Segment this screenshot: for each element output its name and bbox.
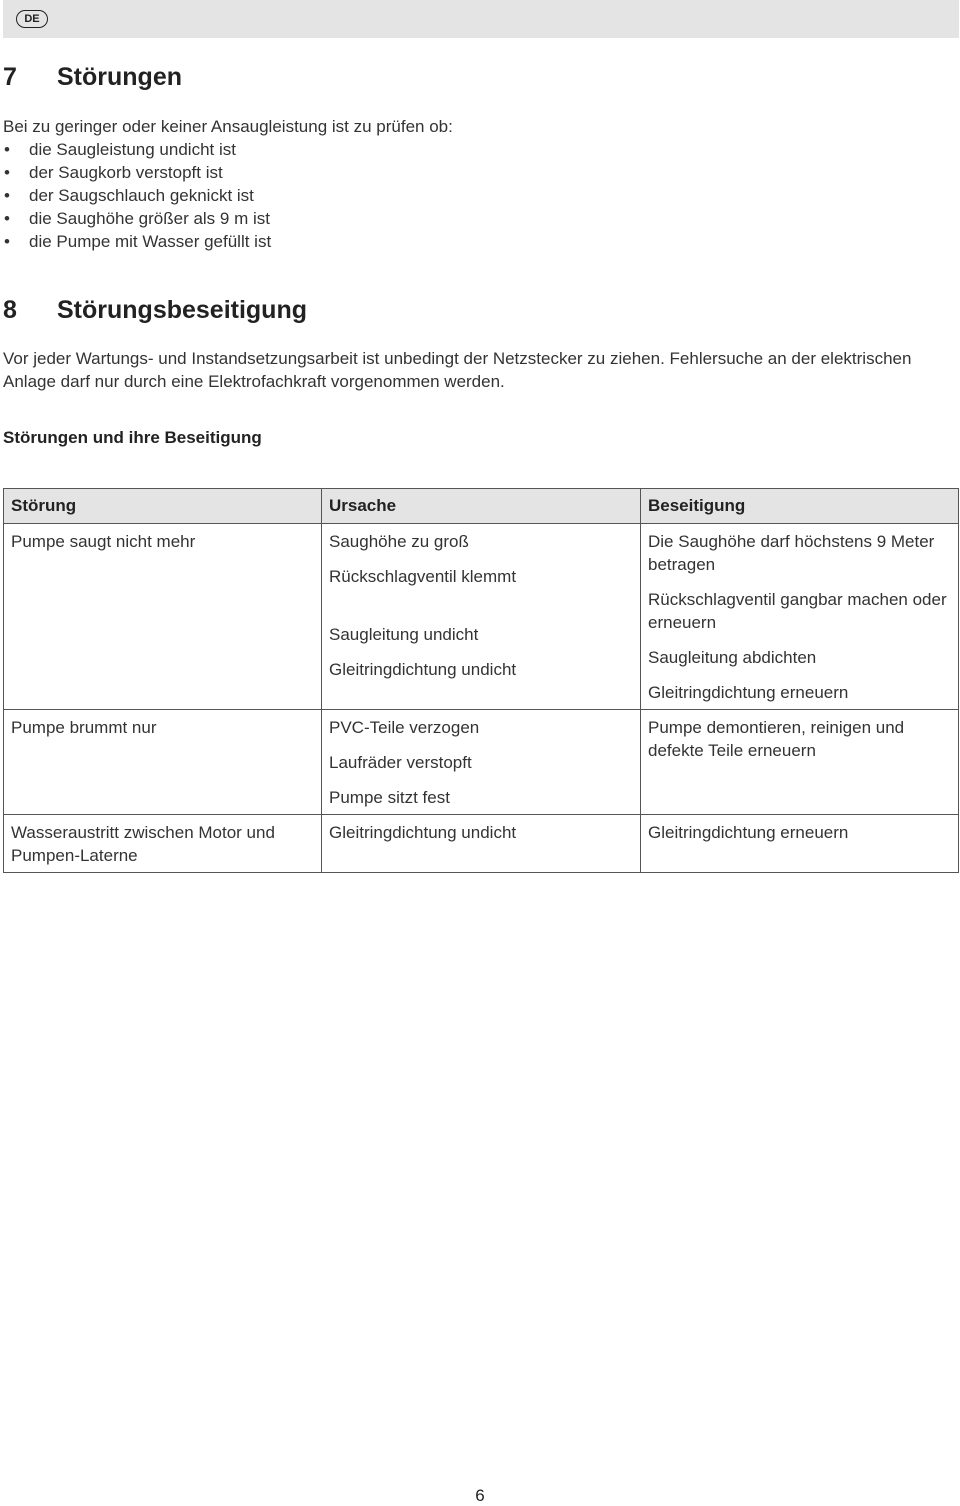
- bullet-icon: •: [4, 140, 10, 159]
- table-title: Störungen und ihre Beseitigung: [3, 428, 262, 447]
- cause-cell: Gleitringdichtung undicht: [322, 815, 641, 873]
- list-item: • der Saugkorb verstopft ist: [4, 163, 223, 182]
- column-header-cause: Ursache: [322, 489, 641, 524]
- bullet-icon: •: [4, 186, 10, 205]
- list-item: • die Saughöhe größer als 9 m ist: [4, 209, 270, 228]
- cause-cell: Saughöhe zu groß Rückschlagventil klemmt Saugleitung undicht Gleitringdichtung undicht: [322, 524, 641, 710]
- cause-cell: PVC-Teile verzogen Laufräder verstopft Pumpe sitzt fest: [322, 710, 641, 815]
- section-8-heading: [3, 296, 307, 325]
- page-number: 6: [475, 1486, 485, 1505]
- section-7-title: Störungen: [57, 63, 182, 91]
- section-8-title: Störungsbeseitigung: [57, 296, 307, 324]
- remedy-cell: Gleitringdichtung erneuern: [641, 815, 959, 873]
- check-list: [3, 138, 271, 253]
- section-7-intro: Bei zu geringer oder keiner Ansaugleistung ist zu prüfen ob:: [3, 117, 453, 136]
- section-7-heading: [3, 63, 182, 92]
- bullet-icon: •: [4, 163, 10, 182]
- bullet-icon: •: [4, 232, 10, 251]
- fault-cell: Pumpe saugt nicht mehr: [4, 524, 322, 710]
- table-row: [4, 524, 959, 710]
- header-bar: [3, 0, 959, 38]
- remedy-cell: Die Saughöhe darf höchstens 9 Meter betragen Rückschlagventil gangbar machen oder erneuern Saugleitung abdichten Gleitringdichtung erneuern: [641, 524, 959, 710]
- column-header-remedy: Beseitigung: [641, 489, 959, 524]
- section-8-number: 8: [3, 296, 17, 324]
- language-badge: DE: [16, 10, 48, 28]
- table-row: [4, 815, 959, 873]
- fault-cell: Pumpe brummt nur: [4, 710, 322, 815]
- remedy-cell: Pumpe demontieren, reinigen und defekte Teile erneuern: [641, 710, 959, 815]
- table-row: [4, 710, 959, 815]
- fault-cell: Wasseraustritt zwischen Motor und Pumpen-Laterne: [4, 815, 322, 873]
- section-7-number: 7: [3, 63, 17, 91]
- section-8-intro: Vor jeder Wartungs- und Instandsetzungsarbeit ist unbedingt der Netzstecker zu ziehen. Fehlersuche an der elektrischen Anlage darf nur durch eine Elektrofachkraft vorgenommen werden.: [3, 349, 912, 391]
- list-item: • der Saugschlauch geknickt ist: [4, 186, 254, 205]
- bullet-icon: •: [4, 209, 10, 228]
- list-item: • die Saugleistung undicht ist: [4, 140, 236, 159]
- fault-table: [3, 488, 959, 873]
- list-item: • die Pumpe mit Wasser gefüllt ist: [4, 232, 272, 251]
- column-header-fault: Störung: [4, 489, 322, 524]
- table-header-row: [4, 489, 959, 524]
